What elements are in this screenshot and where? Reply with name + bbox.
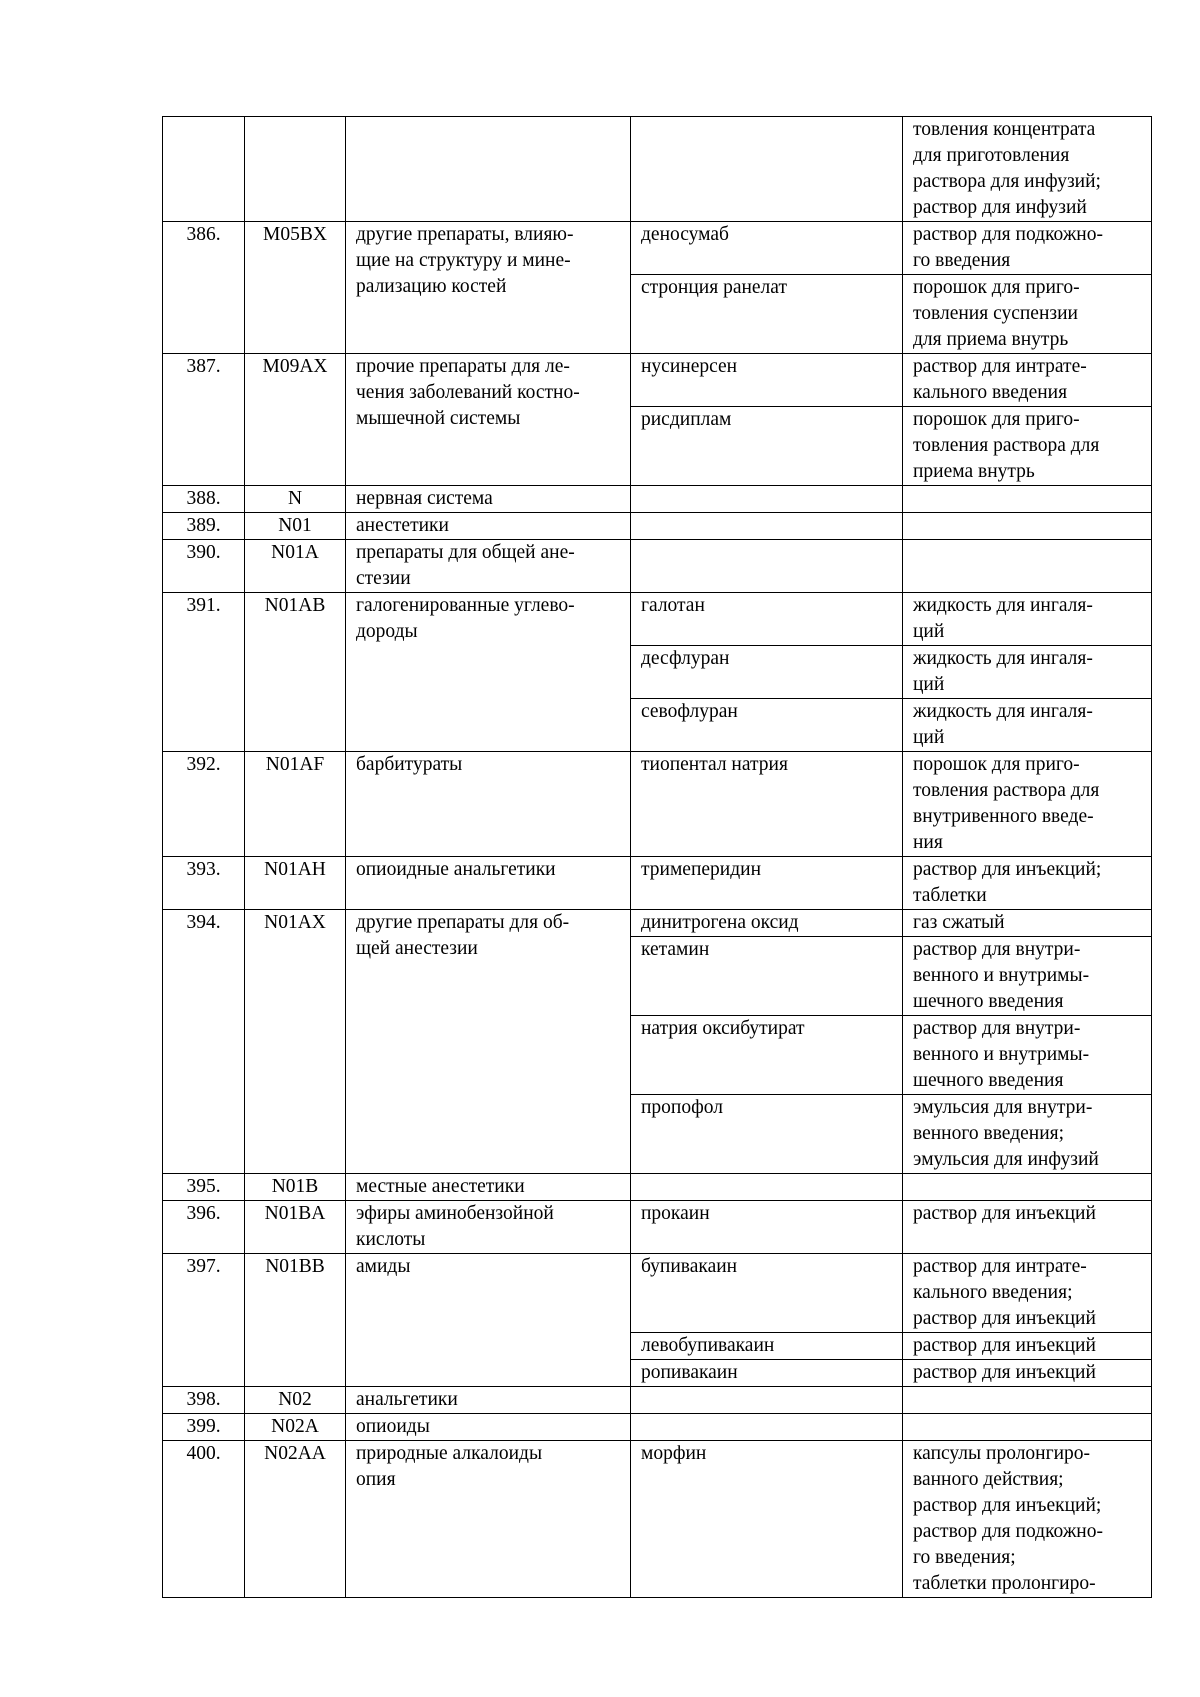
group-name-cell: природные алкалоиды опия <box>346 1441 631 1598</box>
drug-name-cell <box>631 117 903 222</box>
dosage-form-cell: газ сжатый <box>903 910 1152 937</box>
drug-name-cell: динитрогена оксид <box>631 910 903 937</box>
dosage-form-cell <box>903 486 1152 513</box>
drug-name-cell <box>631 540 903 593</box>
row-number-cell: 400. <box>163 1441 245 1598</box>
group-name-cell: препараты для общей ане- стезии <box>346 540 631 593</box>
atc-code-cell: N01BB <box>245 1254 346 1387</box>
row-number-cell: 387. <box>163 354 245 486</box>
table-row <box>163 752 1152 857</box>
dosage-form-cell: раствор для интрате- кального введения <box>903 354 1152 407</box>
dosage-form-cell: товления концентрата для приготовления раствора для инфузий; раствор для инфузий <box>903 117 1152 222</box>
table-body <box>163 117 1152 1598</box>
table-row <box>163 540 1152 593</box>
group-name-cell: амиды <box>346 1254 631 1387</box>
dosage-form-cell: жидкость для ингаля- ций <box>903 593 1152 646</box>
medicine-table <box>162 116 1152 1598</box>
group-name-cell: галогенированные углево- дороды <box>346 593 631 752</box>
drug-name-cell <box>631 1414 903 1441</box>
atc-code-cell: N01 <box>245 513 346 540</box>
row-number-cell <box>163 117 245 222</box>
dosage-form-cell: капсулы пролонгиро- ванного действия; раствор для инъекций; раствор для подкожно- го введения; таблетки пролонгиро- <box>903 1441 1152 1598</box>
group-name-cell: местные анестетики <box>346 1174 631 1201</box>
row-number-cell: 397. <box>163 1254 245 1387</box>
dosage-form-cell: порошок для приго- товления раствора для внутривенного введе- ния <box>903 752 1152 857</box>
drug-name-cell: стронция ранелат <box>631 275 903 354</box>
table-row <box>163 910 1152 937</box>
dosage-form-cell: раствор для инъекций <box>903 1201 1152 1254</box>
table-row <box>163 1441 1152 1598</box>
group-name-cell: другие препараты, влияю- щие на структуру и мине- рализацию костей <box>346 222 631 354</box>
atc-code-cell: N01AX <box>245 910 346 1174</box>
group-name-cell <box>346 117 631 222</box>
table-row <box>163 857 1152 910</box>
dosage-form-cell: порошок для приго- товления суспензии для приема внутрь <box>903 275 1152 354</box>
group-name-cell: анестетики <box>346 513 631 540</box>
row-number-cell: 399. <box>163 1414 245 1441</box>
dosage-form-cell: раствор для инъекций; таблетки <box>903 857 1152 910</box>
drug-name-cell: нусинерсен <box>631 354 903 407</box>
group-name-cell: другие препараты для об- щей анестезии <box>346 910 631 1174</box>
dosage-form-cell: раствор для внутри- венного и внутримы- шечного введения <box>903 1016 1152 1095</box>
row-number-cell: 396. <box>163 1201 245 1254</box>
dosage-form-cell <box>903 540 1152 593</box>
drug-name-cell <box>631 1174 903 1201</box>
drug-name-cell: деносумаб <box>631 222 903 275</box>
table-row <box>163 1387 1152 1414</box>
table-row <box>163 1201 1152 1254</box>
row-number-cell: 389. <box>163 513 245 540</box>
table-row <box>163 1174 1152 1201</box>
drug-name-cell: ропивакаин <box>631 1360 903 1387</box>
atc-code-cell: N02AA <box>245 1441 346 1598</box>
row-number-cell: 391. <box>163 593 245 752</box>
table-row <box>163 1254 1152 1333</box>
drug-name-cell: натрия оксибутират <box>631 1016 903 1095</box>
drug-name-cell: тримеперидин <box>631 857 903 910</box>
atc-code-cell: N01B <box>245 1174 346 1201</box>
dosage-form-cell: раствор для интрате- кального введения; раствор для инъекций <box>903 1254 1152 1333</box>
drug-name-cell <box>631 486 903 513</box>
dosage-form-cell: раствор для внутри- венного и внутримы- шечного введения <box>903 937 1152 1016</box>
drug-name-cell: десфлуран <box>631 646 903 699</box>
row-number-cell: 395. <box>163 1174 245 1201</box>
dosage-form-cell: раствор для инъекций <box>903 1333 1152 1360</box>
atc-code-cell: M05BX <box>245 222 346 354</box>
table-row <box>163 354 1152 407</box>
row-number-cell: 390. <box>163 540 245 593</box>
atc-code-cell: N01A <box>245 540 346 593</box>
drug-name-cell: бупивакаин <box>631 1254 903 1333</box>
atc-code-cell: N01BA <box>245 1201 346 1254</box>
group-name-cell: барбитураты <box>346 752 631 857</box>
table-row <box>163 513 1152 540</box>
atc-code-cell <box>245 117 346 222</box>
dosage-form-cell: жидкость для ингаля- ций <box>903 646 1152 699</box>
drug-name-cell: тиопентал натрия <box>631 752 903 857</box>
group-name-cell: эфиры аминобензойной кислоты <box>346 1201 631 1254</box>
drug-name-cell: рисдиплам <box>631 407 903 486</box>
table-row <box>163 222 1152 275</box>
row-number-cell: 398. <box>163 1387 245 1414</box>
row-number-cell: 394. <box>163 910 245 1174</box>
dosage-form-cell <box>903 1414 1152 1441</box>
dosage-form-cell: порошок для приго- товления раствора для приема внутрь <box>903 407 1152 486</box>
drug-name-cell: прокаин <box>631 1201 903 1254</box>
dosage-form-cell: эмульсия для внутри- венного введения; эмульсия для инфузий <box>903 1095 1152 1174</box>
dosage-form-cell <box>903 1387 1152 1414</box>
table-row <box>163 486 1152 513</box>
dosage-form-cell: раствор для подкожно- го введения <box>903 222 1152 275</box>
table-row <box>163 593 1152 646</box>
dosage-form-cell <box>903 1174 1152 1201</box>
group-name-cell: опиоиды <box>346 1414 631 1441</box>
dosage-form-cell: раствор для инъекций <box>903 1360 1152 1387</box>
document-page <box>162 116 1151 1598</box>
atc-code-cell: N02A <box>245 1414 346 1441</box>
group-name-cell: нервная система <box>346 486 631 513</box>
row-number-cell: 388. <box>163 486 245 513</box>
row-number-cell: 392. <box>163 752 245 857</box>
group-name-cell: прочие препараты для ле- чения заболеваний костно- мышечной системы <box>346 354 631 486</box>
group-name-cell: опиоидные анальгетики <box>346 857 631 910</box>
drug-name-cell: галотан <box>631 593 903 646</box>
row-number-cell: 386. <box>163 222 245 354</box>
dosage-form-cell: жидкость для ингаля- ций <box>903 699 1152 752</box>
atc-code-cell: N01AH <box>245 857 346 910</box>
drug-name-cell: пропофол <box>631 1095 903 1174</box>
atc-code-cell: M09AX <box>245 354 346 486</box>
drug-name-cell: кетамин <box>631 937 903 1016</box>
atc-code-cell: N02 <box>245 1387 346 1414</box>
row-number-cell: 393. <box>163 857 245 910</box>
atc-code-cell: N01AF <box>245 752 346 857</box>
drug-name-cell <box>631 1387 903 1414</box>
atc-code-cell: N01AB <box>245 593 346 752</box>
drug-name-cell: морфин <box>631 1441 903 1598</box>
drug-name-cell: левобупивакаин <box>631 1333 903 1360</box>
table-row <box>163 1414 1152 1441</box>
group-name-cell: анальгетики <box>346 1387 631 1414</box>
atc-code-cell: N <box>245 486 346 513</box>
drug-name-cell <box>631 513 903 540</box>
drug-name-cell: севофлуран <box>631 699 903 752</box>
table-row <box>163 117 1152 222</box>
dosage-form-cell <box>903 513 1152 540</box>
